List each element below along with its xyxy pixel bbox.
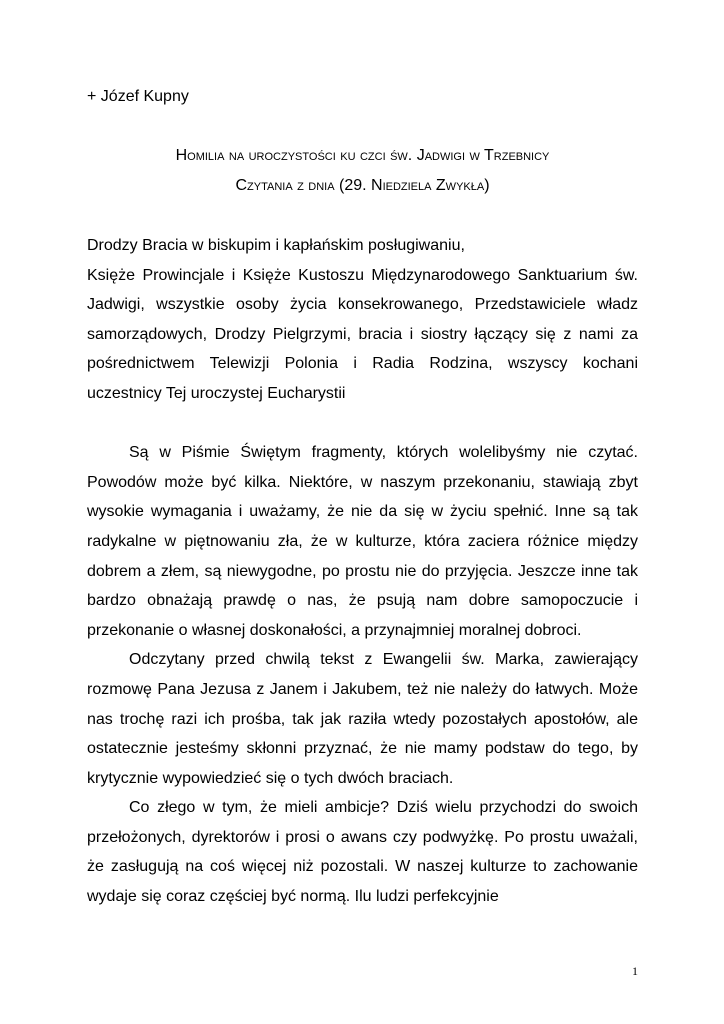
greeting-paragraph: [87, 231, 638, 409]
page-number: 1: [632, 964, 638, 978]
body-paragraph: Są w Piśmie Świętym fragmenty, których wolelibyśmy nie czytać. Powodów może być kilka. Niektóre, w naszym przekonaniu, stawiają zbyt wysokie wymagania i uważamy, że nie da się w życiu spełnić. Inne są tak radykalne w piętnowaniu zła, że w kulturze, która zaciera różnice między dobrem a złem, są niewygodne, po prostu nie do przyjęcia. Jeszcze inne tak bardzo obnażają prawdę o nas, że psują nam dobre samopoczucie i przekonanie o własnej doskonałości, a przynajmniej moralnej dobroci.: [87, 444, 638, 639]
greeting-first-line: Drodzy Bracia w biskupim i kapłańskim posługiwaniu,: [87, 237, 465, 254]
body-paragraph: Co złego w tym, że mieli ambicje? Dziś wielu przychodzi do swoich przełożonych, dyrektorów i prosi o awans czy podwyżkę. Po prostu uważali, że zasługują na coś więcej niż pozostali. W naszej kulturze to zachowanie wydaje się coraz częściej być normą. Ilu ludzi perfekcyjnie: [87, 799, 638, 906]
body-paragraph: Odczytany przed chwilą tekst z Ewangelii św. Marka, zawierający rozmowę Pana Jezusa z Janem i Jakubem, też nie należy do łatwych. Może nas trochę razi ich prośba, tak jak raziła wtedy pozostałych apostołów, ale ostatecznie jesteśmy skłonni przyznać, że nie mamy podstaw do tego, by krytycznie wypowiedzieć się o tych dwóch braciach.: [87, 651, 638, 787]
document-body: [87, 231, 638, 912]
homily-title: Homilia na uroczystości ku czci św. Jadwigi w Trzebnicy: [175, 147, 550, 164]
greeting-rest: Księże Prowincjale i Księże Kustoszu Międzynarodowego Sanktuarium św. Jadwigi, wszystkie osoby życia konsekrowanego, Przedstawiciele władz samorządowych, Drodzy Pielgrzymi, bracia i siostry łączący się z nami za pośrednictwem Telewizji Polonia i Radia Rodzina, wszyscy kochani uczestnicy Tej uroczystej Eucharystii: [87, 266, 638, 402]
readings-subtitle: Czytania z dnia (29. Niedziela Zwykła): [235, 177, 490, 194]
author-line: + Józef Kupny: [87, 88, 189, 105]
